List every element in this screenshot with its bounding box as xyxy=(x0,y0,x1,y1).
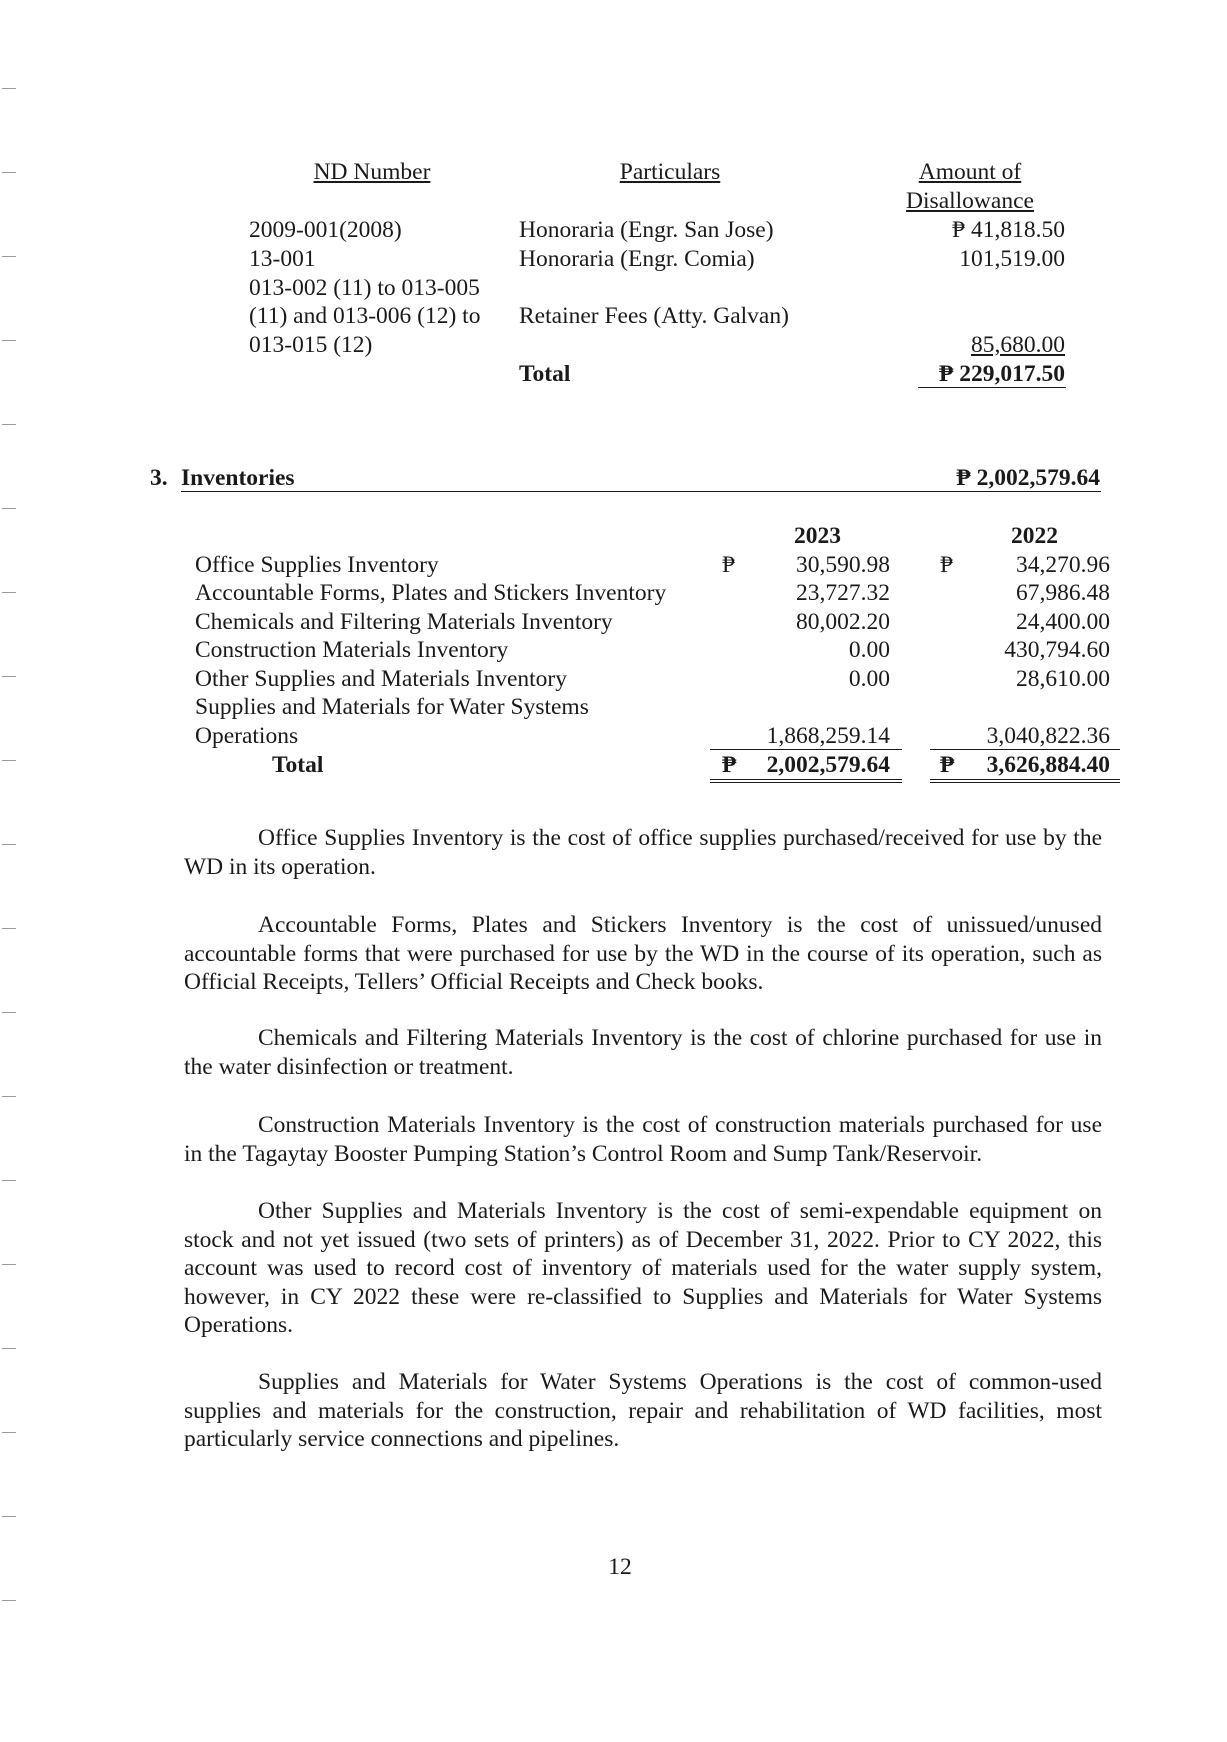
note-paragraph: Accountable Forms, Plates and Stickers Inventory is the cost of unissued/unused accountable forms that were purchased for use by the WD in the course of its operation, such as Official Receipts, Tellers’ Official Receipts and Check books. xyxy=(184,912,1102,995)
total-double-rule-2022 xyxy=(930,779,1120,783)
particulars-cell: Honoraria (Engr. Comia) xyxy=(519,246,755,272)
inventory-value-2023: 0.00 xyxy=(848,637,890,663)
section-number: 3. xyxy=(150,465,168,491)
section-heading-underline xyxy=(181,491,1101,492)
binding-mark xyxy=(2,340,16,341)
nd-number-cell-line: 013-002 (11) to 013-005 xyxy=(249,275,480,301)
binding-mark xyxy=(2,1180,16,1181)
inventory-value-2023: 80,002.20 xyxy=(796,609,890,635)
subtotal-rule-2023 xyxy=(710,749,902,750)
column-header-2022: 2022 xyxy=(1011,523,1058,549)
inventory-row-label: Chemicals and Filtering Materials Inventory xyxy=(195,609,613,635)
inventory-total-label: Total xyxy=(272,752,324,778)
header-nd-number: ND Number xyxy=(313,159,431,185)
binding-mark xyxy=(2,760,16,761)
inventory-value-2022: 28,610.00 xyxy=(1016,666,1110,692)
peso-sign: ₱ xyxy=(722,752,737,778)
amount-cell: 101,519.00 xyxy=(959,246,1065,272)
total-label: Total xyxy=(519,361,571,387)
inventory-value-2022: 3,040,822.36 xyxy=(986,723,1110,749)
peso-sign: ₱ xyxy=(722,552,736,578)
total-underline xyxy=(918,387,1066,388)
binding-mark xyxy=(2,928,16,929)
inventory-value-2023: 1,868,259.14 xyxy=(766,723,890,749)
binding-mark xyxy=(2,88,16,89)
header-amount-line1: Amount of xyxy=(918,159,1022,185)
binding-mark xyxy=(2,676,16,677)
binding-mark xyxy=(2,256,16,257)
peso-sign: ₱ xyxy=(940,752,955,778)
binding-marks xyxy=(0,0,20,1742)
inventory-total-2023: 2,002,579.64 xyxy=(766,752,890,778)
inventory-value-2022: 24,400.00 xyxy=(1016,609,1110,635)
peso-sign: ₱ xyxy=(940,552,954,578)
inventory-row-label: Other Supplies and Materials Inventory xyxy=(195,666,567,692)
binding-mark xyxy=(2,844,16,845)
amount-cell: 85,680.00 xyxy=(971,332,1065,358)
binding-mark xyxy=(2,1516,16,1517)
inventory-row-label: Office Supplies Inventory xyxy=(195,552,439,578)
column-header-2023: 2023 xyxy=(794,523,841,549)
amount-cell: ₱ 41,818.50 xyxy=(952,217,1065,243)
total-amount: ₱ 229,017.50 xyxy=(939,361,1065,387)
binding-mark xyxy=(2,1432,16,1433)
total-double-rule-2023 xyxy=(710,779,902,783)
particulars-cell: Retainer Fees (Atty. Galvan) xyxy=(519,303,789,329)
binding-mark xyxy=(2,1600,16,1601)
subtotal-rule-2022 xyxy=(930,749,1120,750)
inventory-value-2023: 30,590.98 xyxy=(796,552,890,578)
page-number: 12 xyxy=(608,1554,632,1580)
particulars-cell: Honoraria (Engr. San Jose) xyxy=(519,217,774,243)
inventory-total-2022: 3,626,884.40 xyxy=(986,752,1110,778)
binding-mark xyxy=(2,1264,16,1265)
inventory-row-label: Accountable Forms, Plates and Stickers Inventory xyxy=(195,580,667,606)
binding-mark xyxy=(2,172,16,173)
nd-number-cell-line: 013-015 (12) xyxy=(249,332,373,358)
inventory-row-label-line: Operations xyxy=(195,723,299,749)
header-particulars: Particulars xyxy=(619,159,721,185)
inventory-value-2023: 23,727.32 xyxy=(796,580,890,606)
inventory-row-label: Construction Materials Inventory xyxy=(195,637,509,663)
section-heading: Inventories xyxy=(181,465,295,491)
binding-mark xyxy=(2,424,16,425)
inventory-value-2022: 430,794.60 xyxy=(1004,637,1110,663)
binding-mark xyxy=(2,1096,16,1097)
inventory-value-2022: 34,270.96 xyxy=(1016,552,1110,578)
note-paragraph: Supplies and Materials for Water Systems Operations is the cost of common-used supplies and materials for the construction, repair and rehabilitation of WD facilities, most particularly service connections and pipelines. xyxy=(184,1369,1102,1452)
binding-mark xyxy=(2,1348,16,1349)
nd-number-cell-line: (11) and 013-006 (12) to xyxy=(249,303,481,329)
binding-mark xyxy=(2,592,16,593)
note-paragraph: Other Supplies and Materials Inventory is the cost of semi-expendable equipment on stock and not yet issued (two sets of printers) as of December 31, 2022. Prior to CY 2022, this account was used to record cost of inventory of materials used for the water supply system, however, in CY 2022 these were re-classified to Supplies and Materials for Water Systems Operations. xyxy=(184,1198,1102,1338)
header-amount-line2: Disallowance xyxy=(906,188,1034,214)
binding-mark xyxy=(2,1012,16,1013)
note-paragraph: Chemicals and Filtering Materials Inventory is the cost of chlorine purchased for use in the water disinfection or treatment. xyxy=(184,1025,1102,1080)
inventory-row-label-line: Supplies and Materials for Water Systems xyxy=(195,694,589,720)
binding-mark xyxy=(2,508,16,509)
nd-number-cell: 13-001 xyxy=(249,246,316,272)
note-paragraph: Construction Materials Inventory is the cost of construction materials purchased for use in the Tagaytay Booster Pumping Station’s Control Room and Sump Tank/Reservoir. xyxy=(184,1112,1102,1167)
inventory-value-2022: 67,986.48 xyxy=(1016,580,1110,606)
section-heading-amount: ₱ 2,002,579.64 xyxy=(956,465,1100,491)
note-paragraph: Office Supplies Inventory is the cost of office supplies purchased/received for use by the WD in its operation. xyxy=(184,825,1102,880)
inventory-value-2023: 0.00 xyxy=(848,666,890,692)
nd-number-cell: 2009-001(2008) xyxy=(249,217,402,243)
